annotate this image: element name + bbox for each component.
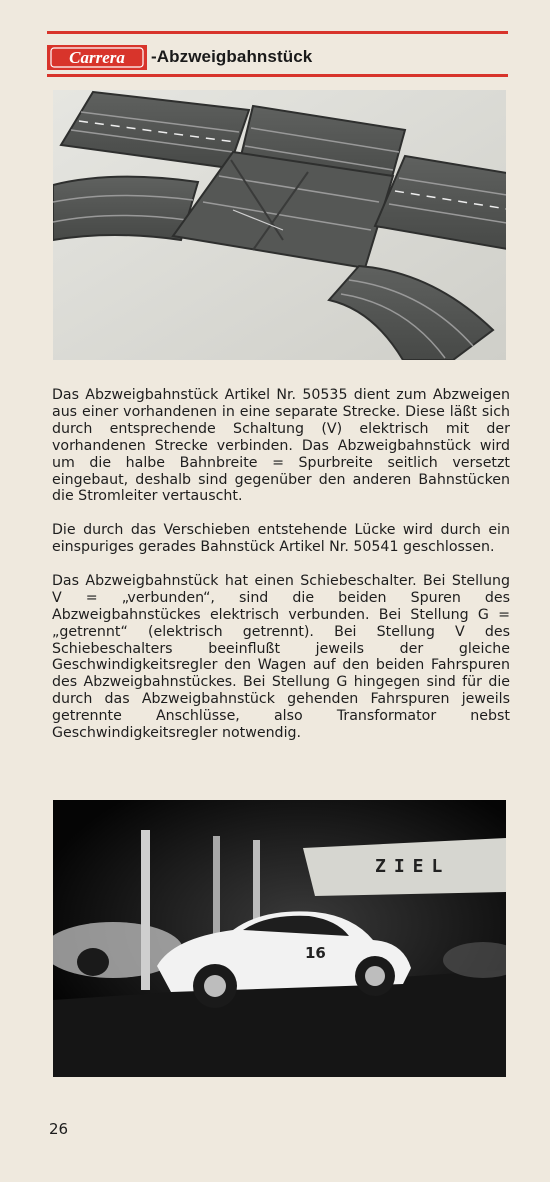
page-header [47, 44, 312, 70]
race-car-photo [53, 800, 506, 1077]
track-pieces-photo [53, 90, 506, 360]
car-number: 16 [305, 944, 326, 962]
header-rule-bottom [47, 74, 508, 77]
paragraph-3: Das Abzweigbahnstück hat einen Schiebeschalter. Bei Stellung V = „verbunden“, sind die beiden Spuren des Abzweigbahnstückes elektrisch verbunden. Bei Stellung G = „getrennt“ (elektrisch getrennt). Bei Stellung V des Schiebeschalters beeinflußt jeweils der gleiche Geschwindigkeitsregler den Wagen auf den beiden Fahrspuren des Abzweigbahnstückes. Bei Stellung G hingegen sind für die durch das Abzweigbahnstück gehenden Fahrspuren jeweils getrennte Anschlüsse, also Transformator nebst Geschwindigkeitsregler notwendig. [52, 572, 510, 742]
carrera-logo [47, 45, 147, 70]
body-text [52, 387, 510, 759]
paragraph-2: Die durch das Verschieben entstehende Lücke wird durch ein einspuriges gerades Bahnstück Artikel Nr. 50541 geschlossen. [52, 522, 510, 556]
page-number: 26 [49, 1120, 69, 1138]
paragraph-1: Das Abzweigbahnstück Artikel Nr. 50535 dient zum Abzweigen aus einer vorhandenen in eine separate Strecke. Diese läßt sich durch entsprechende Schaltung (V) elektrisch mit der vorhandenen Strecke verbinden. Das Abzweigbahnstück wird um die halbe Bahnbreite = Spurbreite seitlich versetzt eingebaut, deshalb sind gegenüber den anderen Bahnstücken die Stromleiter vertauscht. [52, 387, 510, 505]
logo-text: Carrera [69, 47, 125, 67]
page-title: -Abzweigbahnstück [151, 47, 313, 66]
header-rule-top [47, 31, 508, 34]
finish-banner-text: ZIEL [375, 856, 451, 877]
